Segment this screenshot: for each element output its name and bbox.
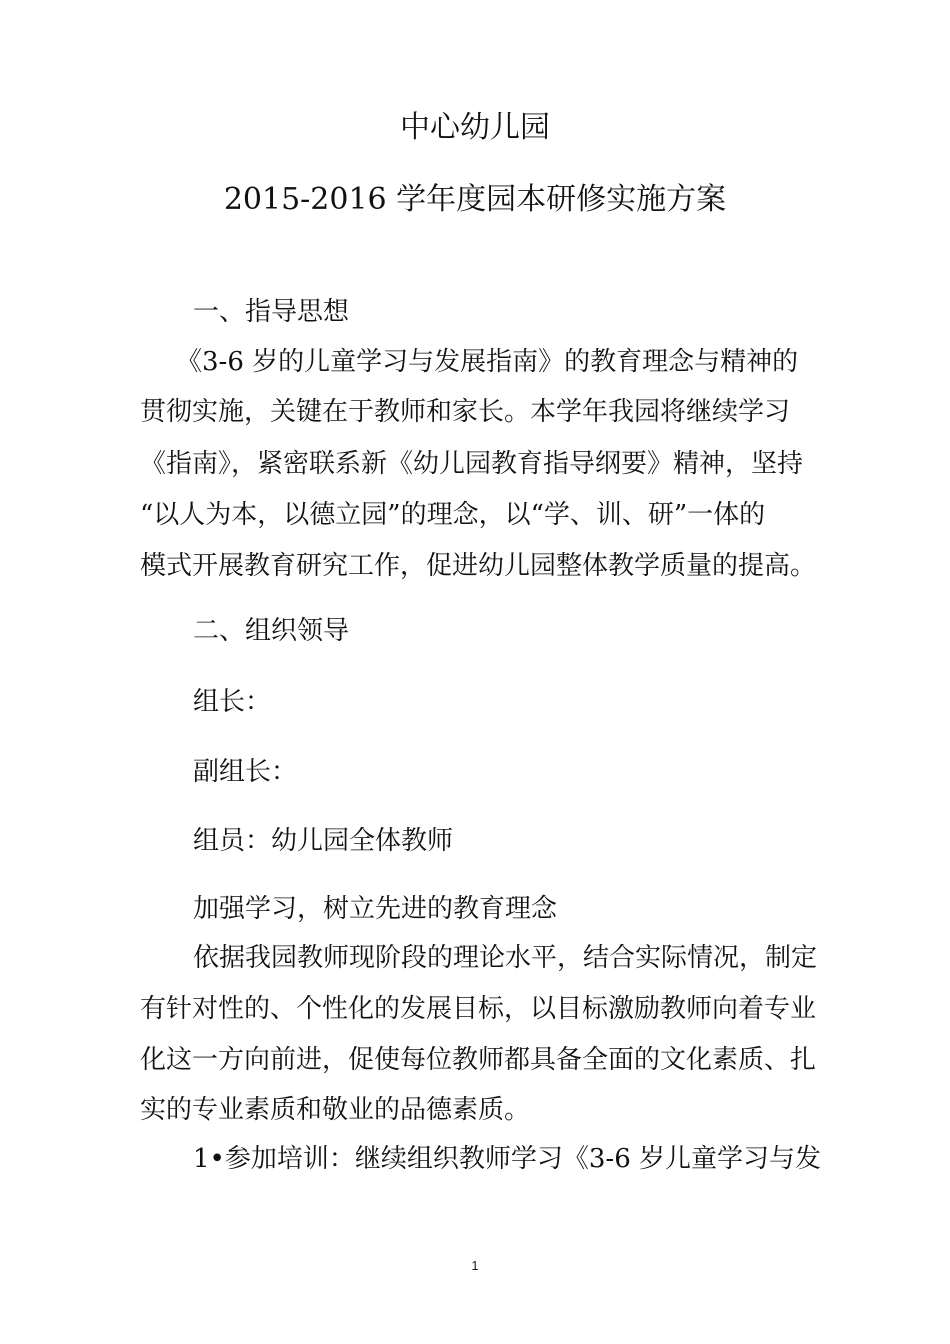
- paragraph-line: 有针对性的、个性化的发展目标，以目标激励教师向着专业: [140, 994, 817, 1024]
- page-number: 1: [471, 1258, 479, 1273]
- subheading-learning: 加强学习，树立先进的教育理念: [193, 894, 558, 924]
- paragraph-line: 《3-6 岁的儿童学习与发展指南》的教育理念与精神的: [176, 347, 799, 377]
- members-line: 组员：幼儿园全体教师: [193, 826, 454, 856]
- leader-line: 组长：: [193, 687, 272, 717]
- paragraph-line: 化这一方向前进，促使每位教师都具备全面的文化素质、扎: [140, 1045, 817, 1075]
- section-heading-guiding-thought: 一、指导思想: [193, 297, 350, 327]
- title-line-1: 中心幼儿园: [400, 110, 550, 145]
- paragraph-line: 实的专业素质和敬业的品德素质。: [140, 1095, 531, 1125]
- paragraph-line: 依据我园教师现阶段的理论水平，结合实际情况，制定: [193, 943, 818, 973]
- list-item-training: 1•参加培训：继续组织教师学习《3-6 岁儿童学习与发: [193, 1144, 822, 1174]
- deputy-leader-line: 副组长：: [193, 757, 298, 787]
- paragraph-line: “以人为本，以德立园”的理念，以“学、训、研”一体的: [140, 500, 766, 530]
- paragraph-line: 《指南》，紧密联系新《幼儿园教育指导纲要》精神，坚持: [140, 449, 804, 479]
- title-line-2: 2015-2016 学年度园本研修实施方案: [223, 182, 727, 217]
- section-heading-organization: 二、组织领导: [193, 616, 350, 646]
- paragraph-line: 模式开展教育研究工作，促进幼儿园整体教学质量的提高。: [140, 551, 817, 581]
- paragraph-line: 贯彻实施，关键在于教师和家长。本学年我园将继续学习: [140, 397, 791, 427]
